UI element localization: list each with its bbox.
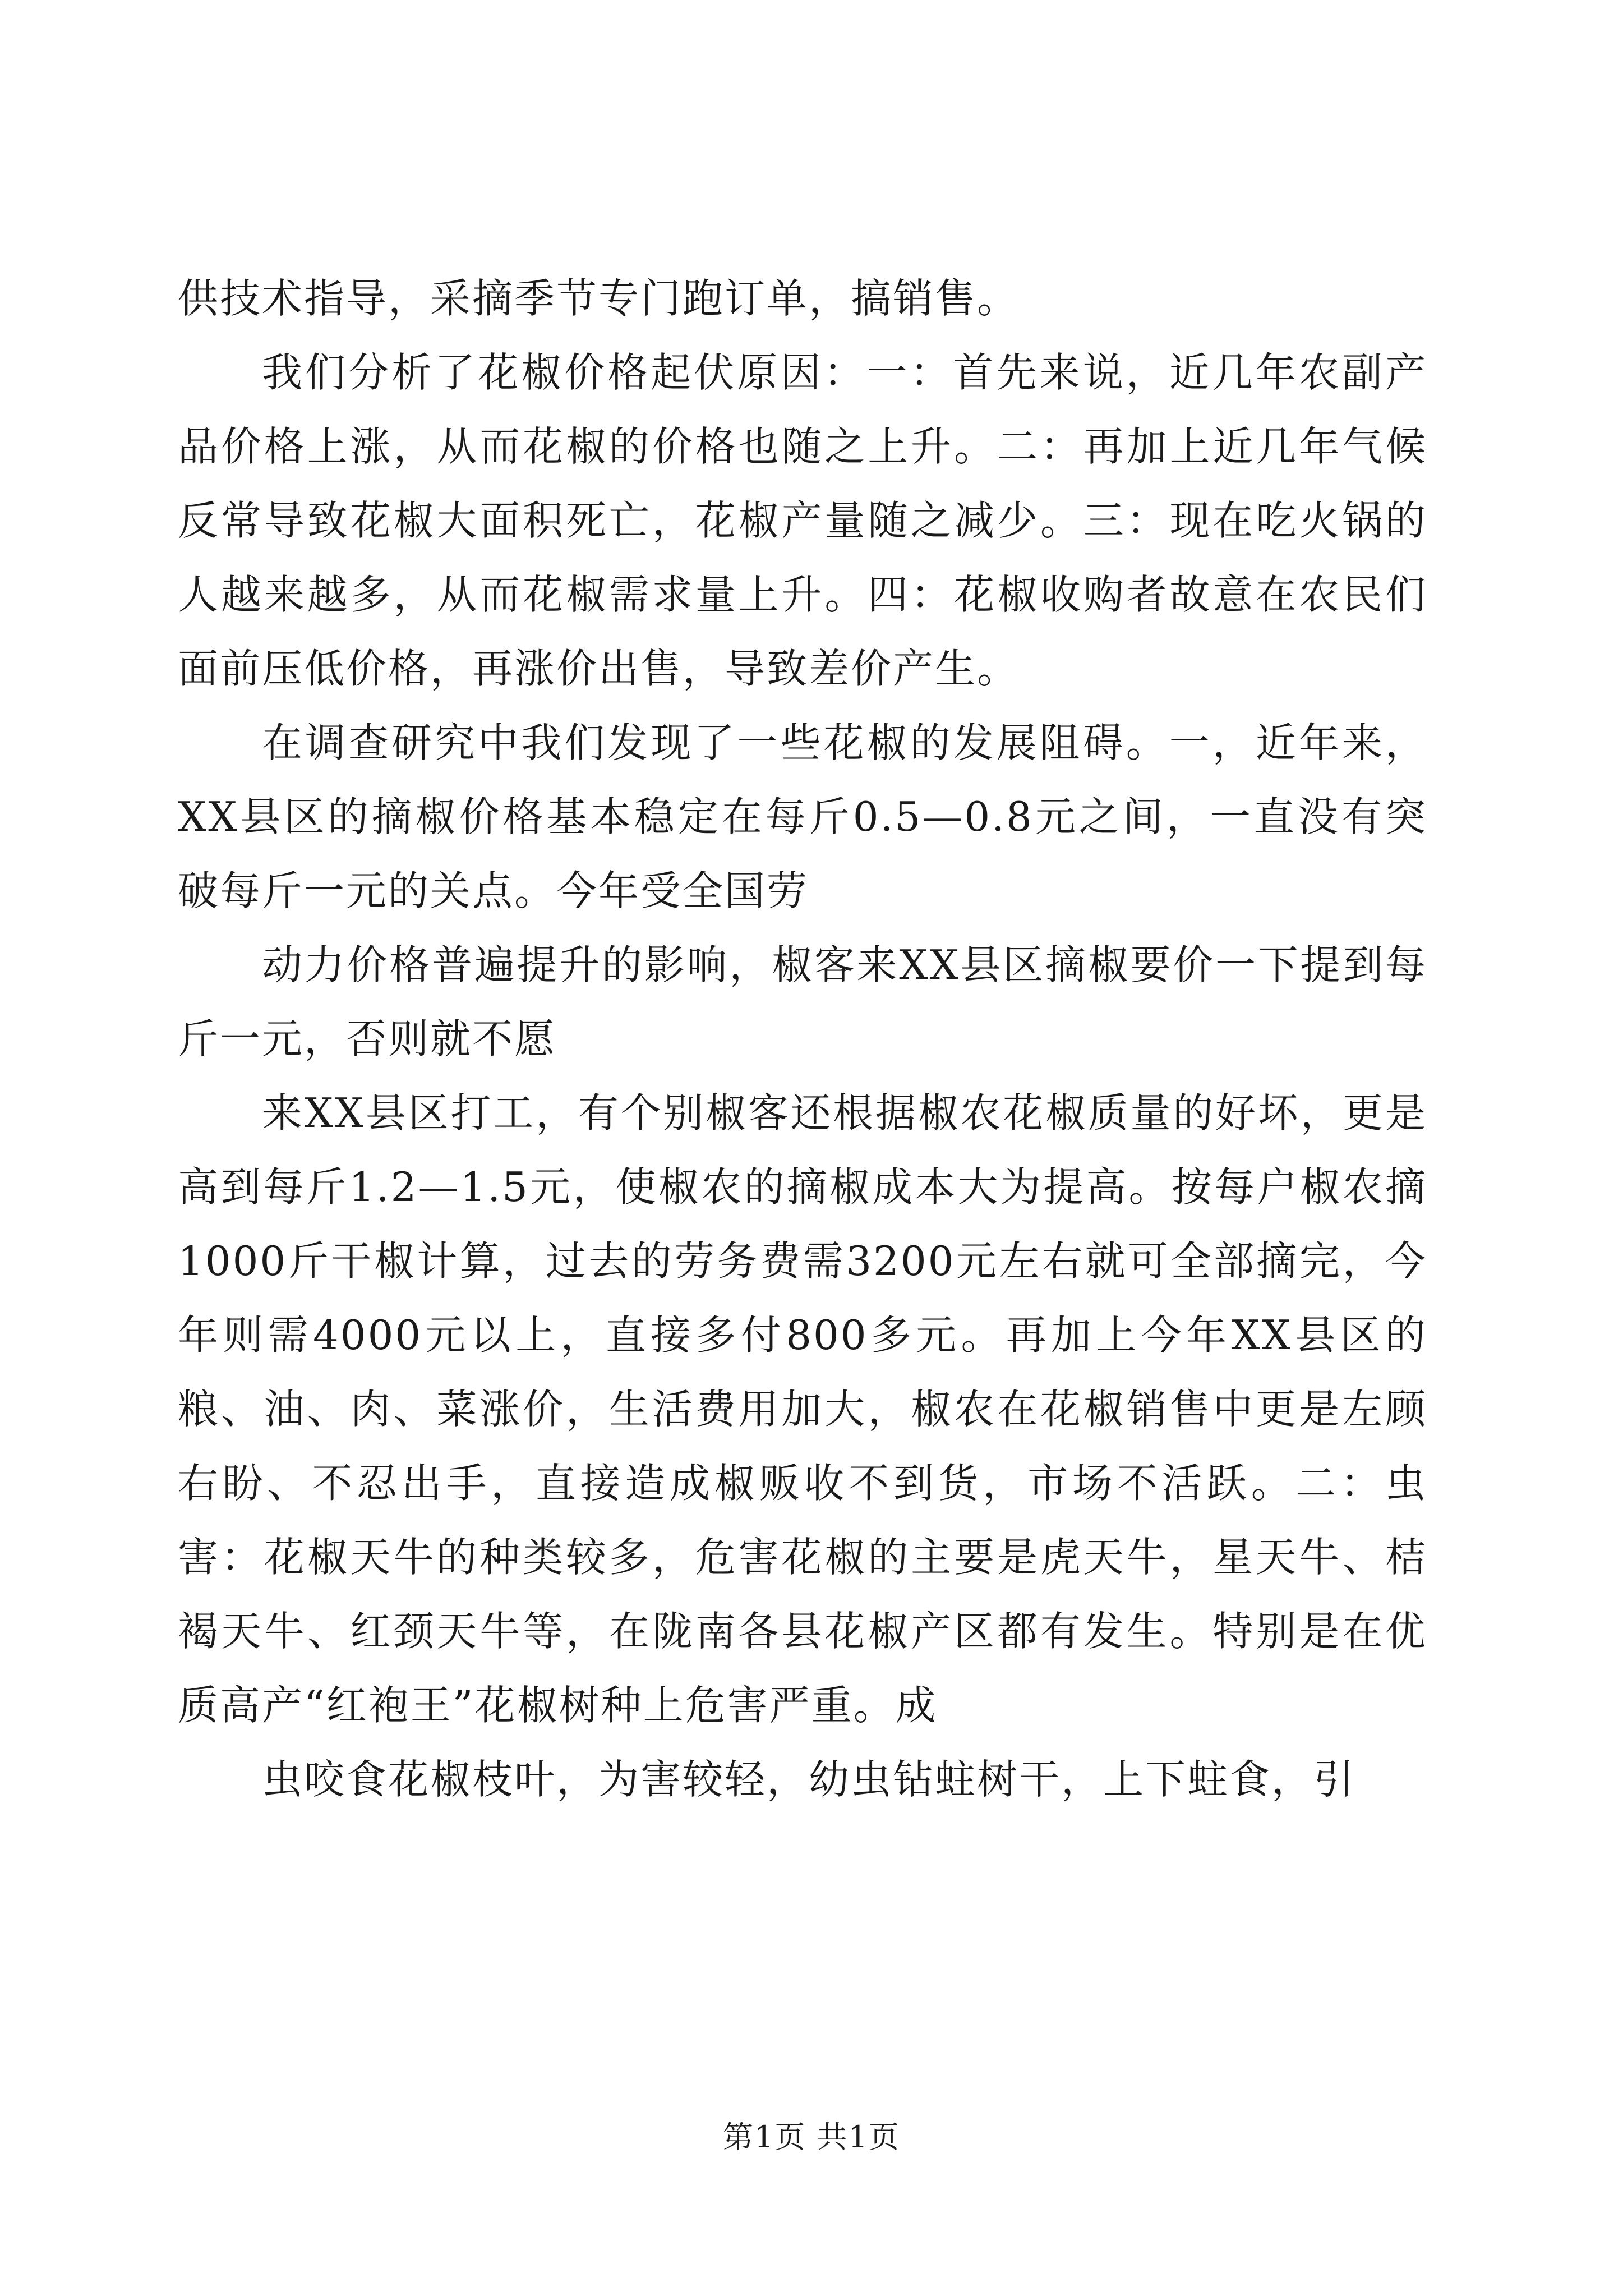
document-body [178, 261, 1427, 1816]
paragraph-5: 来XX县区打工，有个别椒客还根据椒农花椒质量的好坏，更是高到每斤1.2—1.5元，使椒农的摘椒成本大为提高。按每户椒农摘1000斤干椒计算，过去的劳务费需3200元左右就可全部摘完，今年则需4000元以上，直接多付800多元。再加上今年XX县区的粮、油、肉、菜涨价，生活费用加大，椒农在花椒销售中更是左顾右盼、不忍出手，直接造成椒贩收不到货，市场不活跃。二：虫害：花椒天牛的种类较多，危害花椒的主要是虎天牛，星天牛、桔褐天牛、红颈天牛等，在陇南各县花椒产区都有发生。特别是在优质高产“红袍王”花椒树种上危害严重。成 [178, 1089, 1427, 1729]
paragraph-3: 在调查研究中我们发现了一些花椒的发展阻碍。一，近年来，XX县区的摘椒价格基本稳定在每斤0.5—0.8元之间，一直没有突破每斤一元的关点。今年受全国劳 [178, 719, 1427, 914]
paragraph-2: 我们分析了花椒价格起伏原因：一：首先来说，近几年农副产品价格上涨，从而花椒的价格也随之上升。二：再加上近几年气候反常导致花椒大面积死亡，花椒产量随之减少。三：现在吃火锅的人越来越多，从而花椒需求量上升。四：花椒收购者故意在农民们面前压低价格，再涨价出售，导致差价产生。 [178, 349, 1427, 692]
paragraph-1: 供技术指导，采摘季节专门跑订单，搞销售。 [178, 275, 1020, 322]
paragraph-6: 虫咬食花椒枝叶，为害较轻，幼虫钻蛀树干，上下蛀食，引 [262, 1756, 1356, 1803]
page-footer: 第1页 共1页 [723, 2119, 900, 2155]
paragraph-4: 动力价格普遍提升的影响，椒客来XX县区摘椒要价一下提到每斤一元，否则就不愿 [178, 941, 1427, 1062]
